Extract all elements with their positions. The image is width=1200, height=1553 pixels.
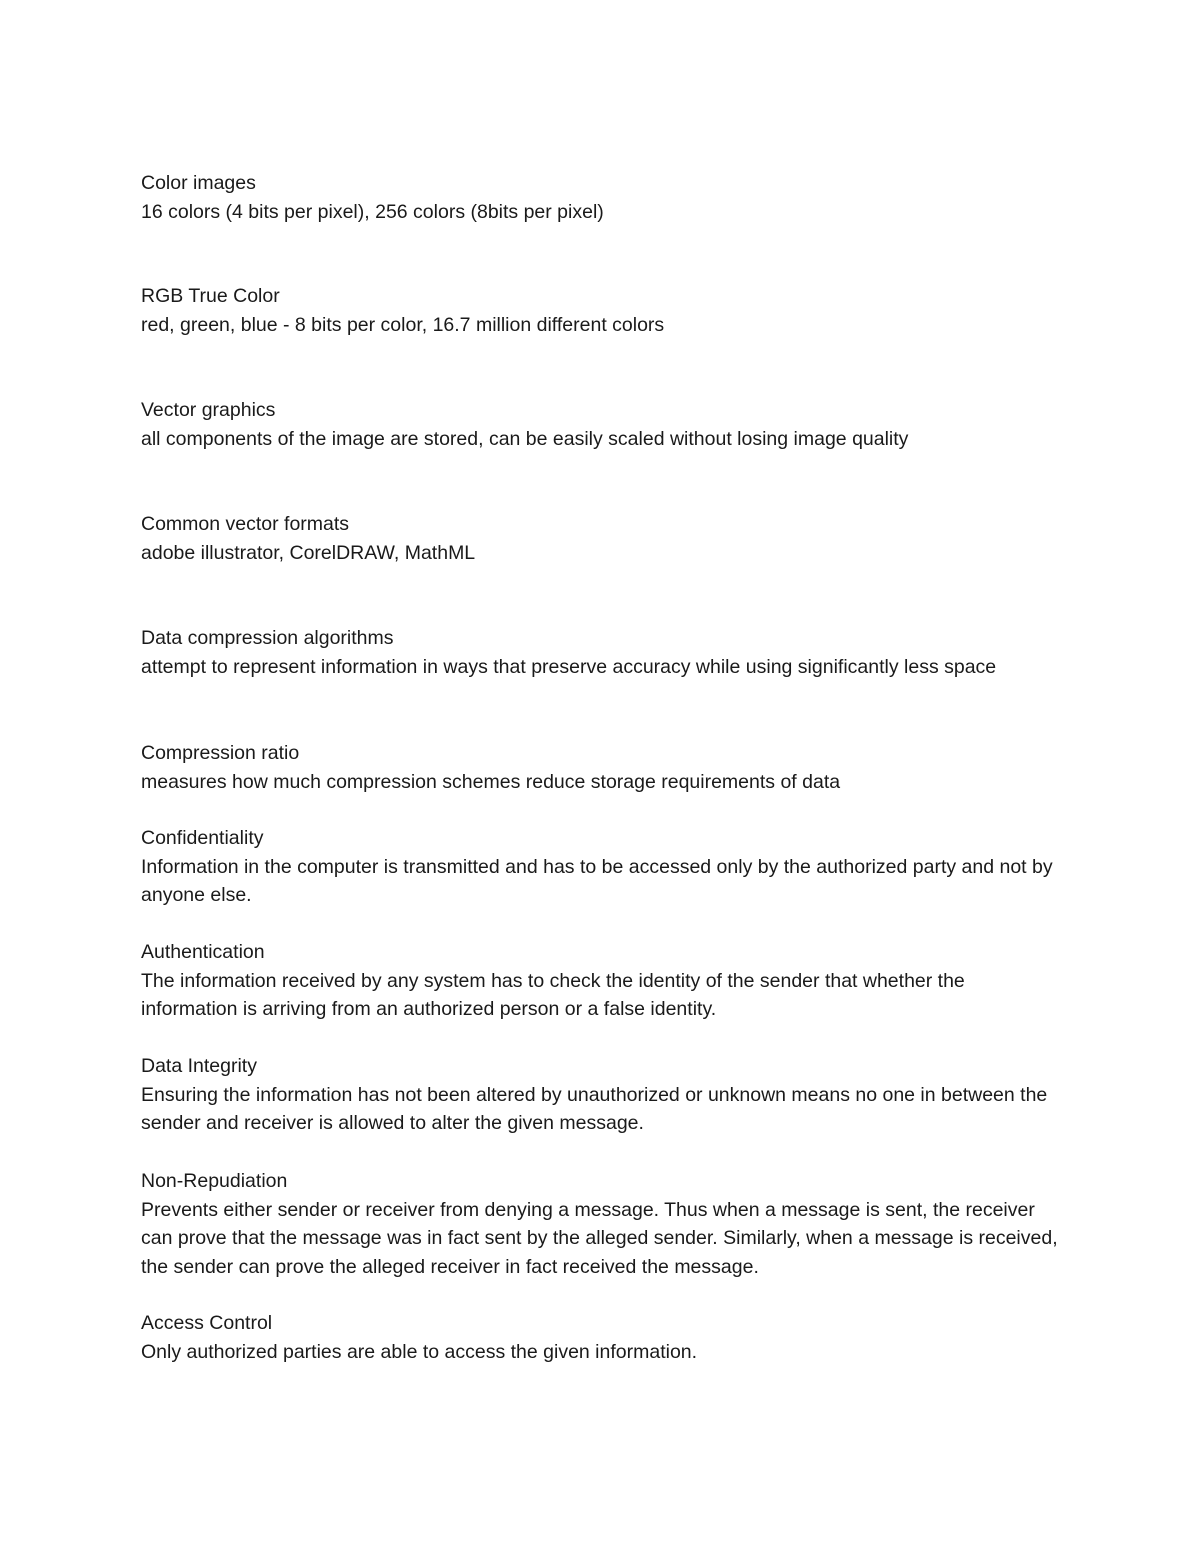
entry-rgb-true-color xyxy=(141,282,1061,339)
entry-non-repudiation xyxy=(141,1167,1061,1281)
term-heading: Compression ratio xyxy=(141,742,300,764)
term-definition: adobe illustrator, CorelDRAW, MathML xyxy=(141,541,476,564)
term-heading: Data Integrity xyxy=(141,1055,257,1077)
term-definition: Only authorized parties are able to access the given information. xyxy=(141,1340,698,1363)
entry-color-images xyxy=(141,169,1061,226)
term-heading: Common vector formats xyxy=(141,513,350,535)
term-heading: Authentication xyxy=(141,941,265,963)
term-definition: Information in the computer is transmitted and has to be accessed only by the authorized party and not by anyone else. xyxy=(141,855,1053,907)
term-heading: Vector graphics xyxy=(141,399,276,421)
term-definition: Ensuring the information has not been altered by unauthorized or unknown means no one in between the sender and receiver is allowed to alter the given message. xyxy=(141,1083,1048,1135)
term-definition: 16 colors (4 bits per pixel), 256 colors (8bits per pixel) xyxy=(141,200,604,223)
entry-common-vector-formats xyxy=(141,510,1061,567)
entry-confidentiality xyxy=(141,824,1061,910)
term-definition: all components of the image are stored, can be easily scaled without losing image quality xyxy=(141,427,909,450)
term-definition: Prevents either sender or receiver from denying a message. Thus when a message is sent, the receiver can prove that the message was in fact sent by the alleged sender. Similarly, when a message is received, the sender can prove the alleged receiver in fact received the message. xyxy=(141,1198,1058,1278)
entry-data-compression-algorithms xyxy=(141,624,1061,681)
term-heading: Color images xyxy=(141,172,256,194)
entry-vector-graphics xyxy=(141,396,1061,453)
term-heading: Data compression algorithms xyxy=(141,627,394,649)
term-heading: Confidentiality xyxy=(141,827,264,849)
entry-compression-ratio xyxy=(141,739,1061,796)
entry-data-integrity xyxy=(141,1052,1061,1138)
term-heading: Non-Repudiation xyxy=(141,1170,288,1192)
term-definition: The information received by any system has to check the identity of the sender that whether the information is arriving from an authorized person or a false identity. xyxy=(141,969,965,1021)
term-definition: red, green, blue - 8 bits per color, 16.7 million different colors xyxy=(141,313,665,336)
term-heading: RGB True Color xyxy=(141,285,280,307)
term-definition: measures how much compression schemes reduce storage requirements of data xyxy=(141,770,841,793)
term-definition: attempt to represent information in ways that preserve accuracy while using significantly less space xyxy=(141,655,997,678)
term-heading: Access Control xyxy=(141,1312,273,1334)
entry-access-control xyxy=(141,1309,1061,1366)
entry-authentication xyxy=(141,938,1061,1024)
